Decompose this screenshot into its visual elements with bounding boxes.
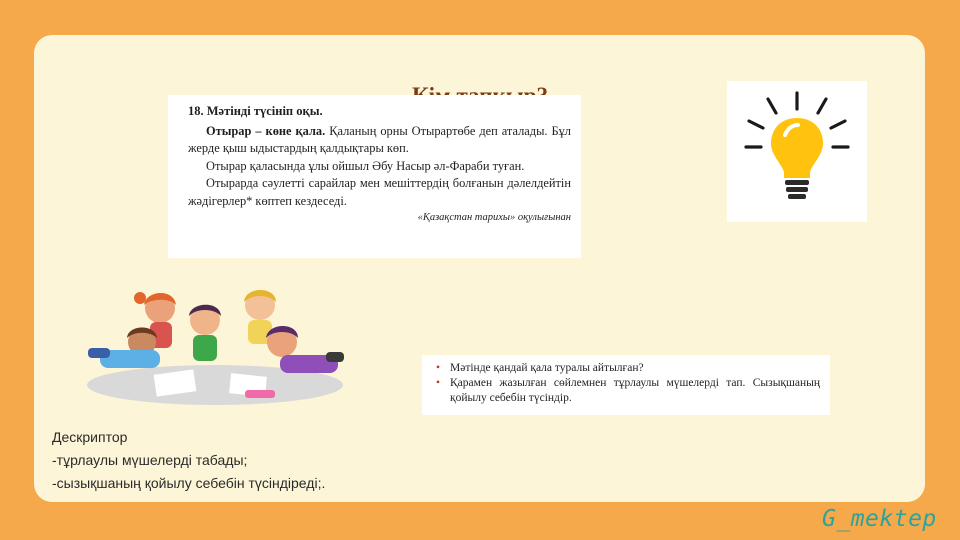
questions-box — [422, 355, 830, 415]
excerpt-paragraph-1-rest: Қаланың орны Отырартөбе деп аталады. Бұл жерде қыш ыдыстардың қалдықтары көп. — [188, 123, 571, 155]
descriptor-item-2: -сызықшаның қойылу себебін түсіндіреді;. — [52, 475, 326, 491]
descriptor-block — [52, 426, 325, 495]
question-2: Қарамен жазылған сөйлемнен тұрлаулы мүшелерді тап. Сызықшаның қойылу себебін түсіндір. — [450, 377, 820, 404]
question-1: Мәтінде қандай қала туралы айтылған? — [450, 362, 644, 374]
brand-logo: G_mektep — [822, 506, 937, 532]
descriptor-item-1: -тұрлаулы мүшелерді табады; — [52, 452, 248, 468]
textbook-excerpt — [168, 95, 581, 258]
children-drawing-illustration — [80, 280, 350, 410]
descriptor-title: Дескриптор — [52, 429, 128, 445]
excerpt-paragraph-3: Отырарда сәулетті сарайлар мен мешіттердің болғанын дәлелдейтін жәдігерлер* көптеп кездеседі. — [188, 176, 571, 208]
excerpt-source: «Қазақстан тарихы» оқулығынан — [417, 212, 571, 223]
excerpt-paragraph-1 — [188, 123, 571, 158]
question-item: • Қарамен жазылған сөйлемнен тұрлаулы мүшелерді тап. Сызықшаның қойылу себебін түсіндір. — [436, 377, 820, 404]
question-item: • Мәтінде қандай қала туралы айтылған? — [436, 362, 644, 374]
exercise-heading: 18. Мәтінді түсініп оқы. — [188, 104, 323, 118]
excerpt-bold-sentence: Отырар – көне қала. — [206, 123, 326, 138]
excerpt-paragraph-2: Отырар қаласында ұлы ойшыл Әбу Насыр әл-Фараби туған. — [206, 158, 525, 173]
lightbulb-icon — [727, 81, 867, 222]
